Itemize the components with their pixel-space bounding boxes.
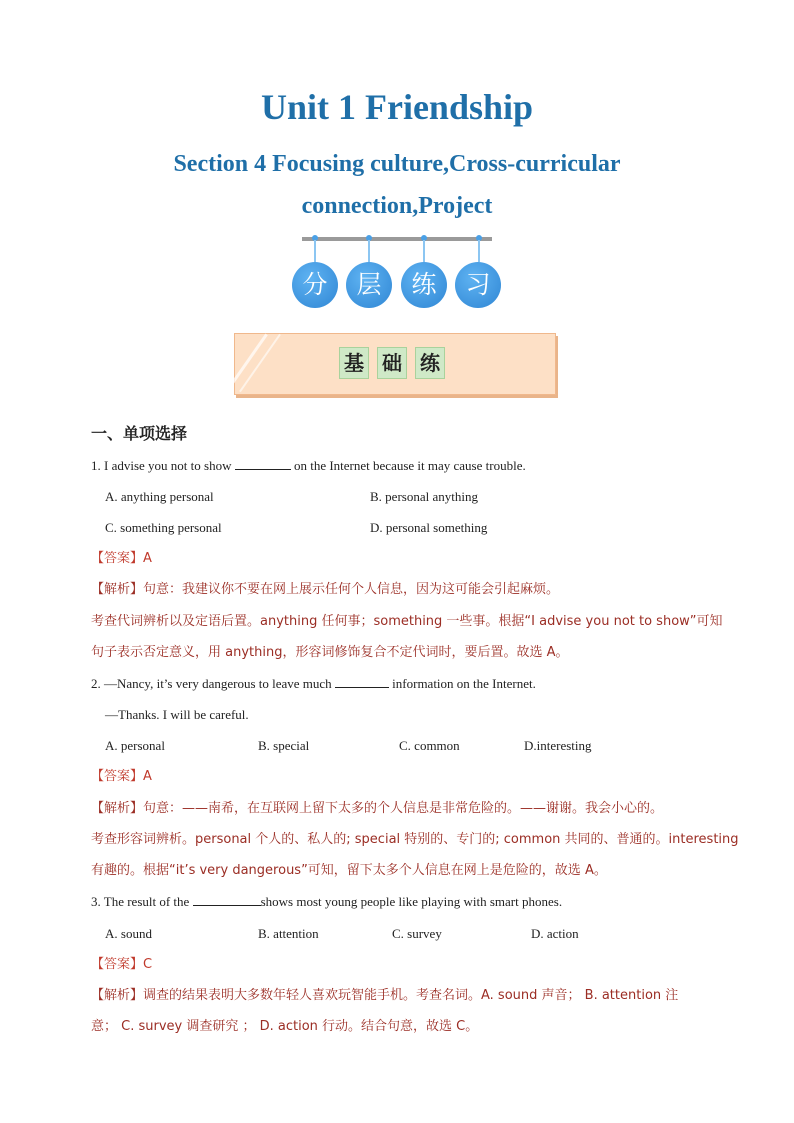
question-1-option-c: C. something personal xyxy=(105,520,222,535)
question-2-explanation-line: 考查形容词辨析。personal 个人的、私人的; special 特别的、专门的; common 共同的、普通的。interesting xyxy=(91,832,739,847)
question-1-explanation-line: 句子表示否定意义，用 anything，形容词修饰复合不定代词时，要后置。故选 A。 xyxy=(91,645,569,660)
question-2-explanation-line: 有趣的。根据“it’s very dangerous”可知，留下太多个人信息在网上是危险的，故选 A。 xyxy=(91,863,607,878)
circle-badge-2: 层 xyxy=(346,262,392,308)
section-subtitle xyxy=(120,143,674,227)
question-3-option-a: A. sound xyxy=(105,926,152,941)
question-3-explanation-line: 【解析】调查的结果表明大多数年轻人喜欢玩智能手机。考查名词。A. sound 声音； B. attention 注 xyxy=(91,988,679,1003)
question-1-explanation-line: 【解析】句意：我建议你不要在网上展示任何个人信息，因为这可能会引起麻烦。 xyxy=(91,582,560,597)
subtitle-line-2: connection,Project xyxy=(301,193,493,219)
page-title: Unit 1 Friendship xyxy=(260,87,534,127)
question-1-explanation-line: 考查代词辨析以及定语后置。anything 任何事；something 一些事。根据“I advise you not to show”可知 xyxy=(91,614,723,629)
question-3-option-c: C. survey xyxy=(392,926,442,941)
answer-blank xyxy=(335,675,389,688)
banner-tile-1: 基 xyxy=(339,347,369,379)
answer-blank xyxy=(193,893,261,906)
hanger-string xyxy=(423,240,425,262)
question-2-option-c: C. common xyxy=(399,738,460,753)
hanger-string xyxy=(478,240,480,262)
hanger-bar xyxy=(302,237,492,241)
banner-tile-3: 练 xyxy=(415,347,445,379)
level-banner xyxy=(234,333,556,395)
question-2-option-d: D.interesting xyxy=(524,738,592,753)
question-1-stem: 1. I advise you not to show on the Internet because it may cause trouble. xyxy=(91,458,526,473)
question-2-answer: 【答案】A xyxy=(91,769,152,784)
circle-badge-3: 练 xyxy=(401,262,447,308)
question-3-option-d: D. action xyxy=(531,926,579,941)
question-1-answer: 【答案】A xyxy=(91,551,152,566)
question-2-stem: 2. —Nancy, it’s very dangerous to leave much information on the Internet. xyxy=(91,676,536,691)
banner-tile-2: 础 xyxy=(377,347,407,379)
circle-badge-4: 习 xyxy=(455,262,501,308)
hanger-string xyxy=(314,240,316,262)
question-2-option-b: B. special xyxy=(258,738,310,753)
question-3-explanation-line: 意； C. survey 调查研究 ； D. action 行动。结合句意，故选 C。 xyxy=(91,1019,479,1034)
circle-badge-1: 分 xyxy=(292,262,338,308)
hanger-string xyxy=(368,240,370,262)
question-2-option-a: A. personal xyxy=(105,738,165,753)
question-3-answer: 【答案】C xyxy=(91,957,153,972)
question-3-option-b: B. attention xyxy=(258,926,319,941)
question-3-stem: 3. The result of the shows most young people like playing with smart phones. xyxy=(91,894,563,909)
section-heading: 一、单项选择 xyxy=(91,424,188,443)
subtitle-line-1: Section 4 Focusing culture,Cross-curricular xyxy=(173,151,621,177)
question-1-option-b: B. personal anything xyxy=(370,489,478,504)
question-2-explanation-line: 【解析】句意：——南希，在互联网上留下太多的个人信息是非常危险的。——谢谢。我会小心的。 xyxy=(91,801,664,816)
question-1-option-d: D. personal something xyxy=(370,520,488,535)
answer-blank xyxy=(235,457,291,470)
question-2-stem-reply: —Thanks. I will be careful. xyxy=(105,707,249,722)
question-1-option-a: A. anything personal xyxy=(105,489,214,504)
